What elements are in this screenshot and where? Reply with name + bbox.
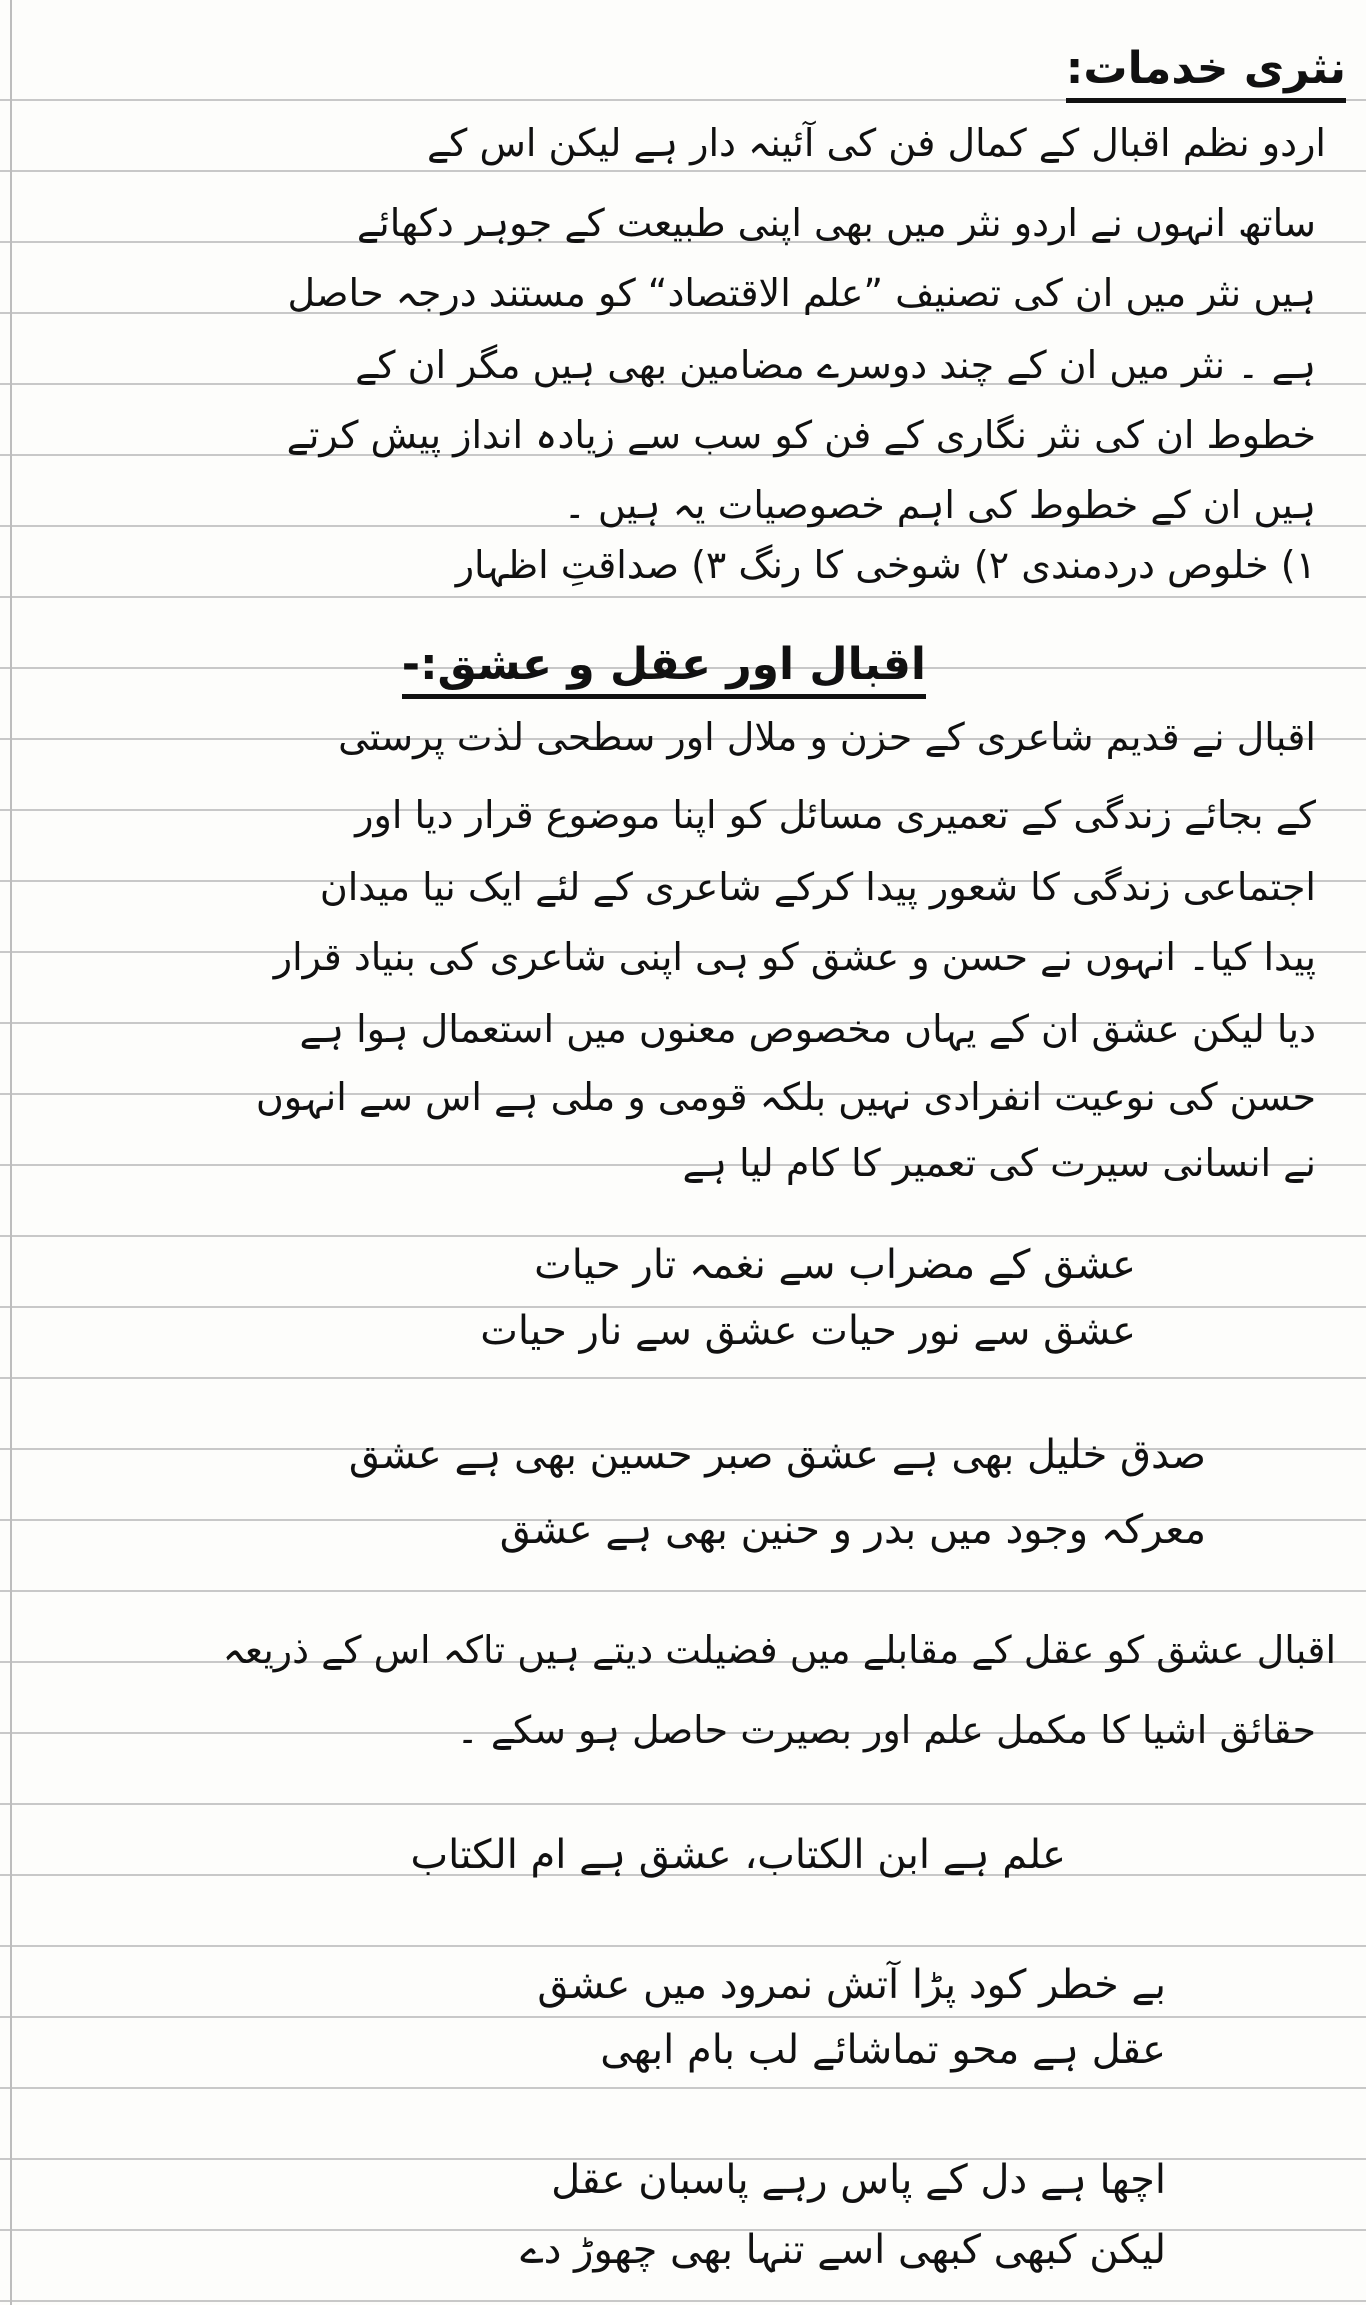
text-line: ۱) خلوص دردمندی ۲) شوخی کا رنگ ۳) صداقتِ اظہار — [455, 543, 1316, 587]
text-line: دیا لیکن عشق ان کے یہاں مخصوص معنوں میں استعمال ہوا ہے — [299, 1007, 1316, 1051]
text-line: حقائق اشیا کا مکمل علم اور بصیرت حاصل ہو سکے ۔ — [456, 1708, 1316, 1752]
text-line: ہیں نثر میں ان کی تصنیف ”علم الاقتصاد“ کو مستند درجہ حاصل — [287, 271, 1316, 315]
verse-line: اچھا ہے دل کے پاس رہے پاسبان عقل — [551, 2157, 1166, 2203]
text-line: ہے ۔ نثر میں ان کے چند دوسرے مضامین بھی ہیں مگر ان کے — [355, 343, 1316, 387]
text-line: خطوط ان کی نثر نگاری کے فن کو سب سے زیادہ انداز پیش کرتے — [286, 413, 1316, 457]
verse-line: عقل ہے محو تماشائے لب بام ابھی — [600, 2027, 1166, 2073]
verse-line: علم ہے ابن الکتاب، عشق ہے ام الکتاب — [410, 1832, 1066, 1878]
verse-line: صدق خلیل بھی ہے عشق صبر حسین بھی ہے عشق — [348, 1432, 1206, 1478]
text-line: ساتھ انہوں نے اردو نثر میں بھی اپنی طبیعت کے جوہر دکھائے — [356, 201, 1316, 245]
text-line: حسن کی نوعیت انفرادی نہیں بلکہ قومی و ملی ہے اس سے انہوں — [255, 1075, 1316, 1119]
verse-line: بے خطر کود پڑا آتش نمرود میں عشق — [537, 1962, 1166, 2008]
text-line: ہیں ان کے خطوط کی اہم خصوصیات یہ ہیں ۔ — [563, 483, 1316, 527]
verse-line: عشق کے مضراب سے نغمہ تار حیات — [534, 1242, 1136, 1288]
text-line: کے بجائے زندگی کے تعمیری مسائل کو اپنا موضوع قرار دیا اور — [355, 793, 1316, 837]
margin-line — [10, 0, 12, 2305]
text-line: پیدا کیا۔ انہوں نے حسن و عشق کو ہی اپنی شاعری کی بنیاد قرار — [273, 935, 1316, 979]
text-line: اردو نظم اقبال کے کمال فن کی آئینہ دار ہے لیکن اس کے — [427, 121, 1326, 165]
verse-line: عشق سے نور حیات عشق سے نار حیات — [480, 1308, 1136, 1354]
text-line: اقبال عشق کو عقل کے مقابلے میں فضیلت دیتے ہیں تاکہ اس کے ذریعہ — [222, 1628, 1336, 1672]
text-line: اقبال نے قدیم شاعری کے حزن و ملال اور سطحی لذت پرستی — [338, 715, 1316, 759]
section-heading-prose: نثری خدمات: — [1066, 42, 1346, 103]
text-line: اجتماعی زندگی کا شعور پیدا کرکے شاعری کے لئے ایک نیا میدان — [319, 865, 1316, 909]
verse-line: لیکن کبھی کبھی اسے تنہا بھی چھوڑ دے — [520, 2227, 1166, 2273]
verse-line: معرکہ وجود میں بدر و حنین بھی ہے عشق — [499, 1507, 1206, 1553]
section-heading-intellect-love: اقبال اور عقل و عشق:- — [402, 638, 926, 699]
text-line: نے انسانی سیرت کی تعمیر کا کام لیا ہے — [682, 1141, 1316, 1185]
